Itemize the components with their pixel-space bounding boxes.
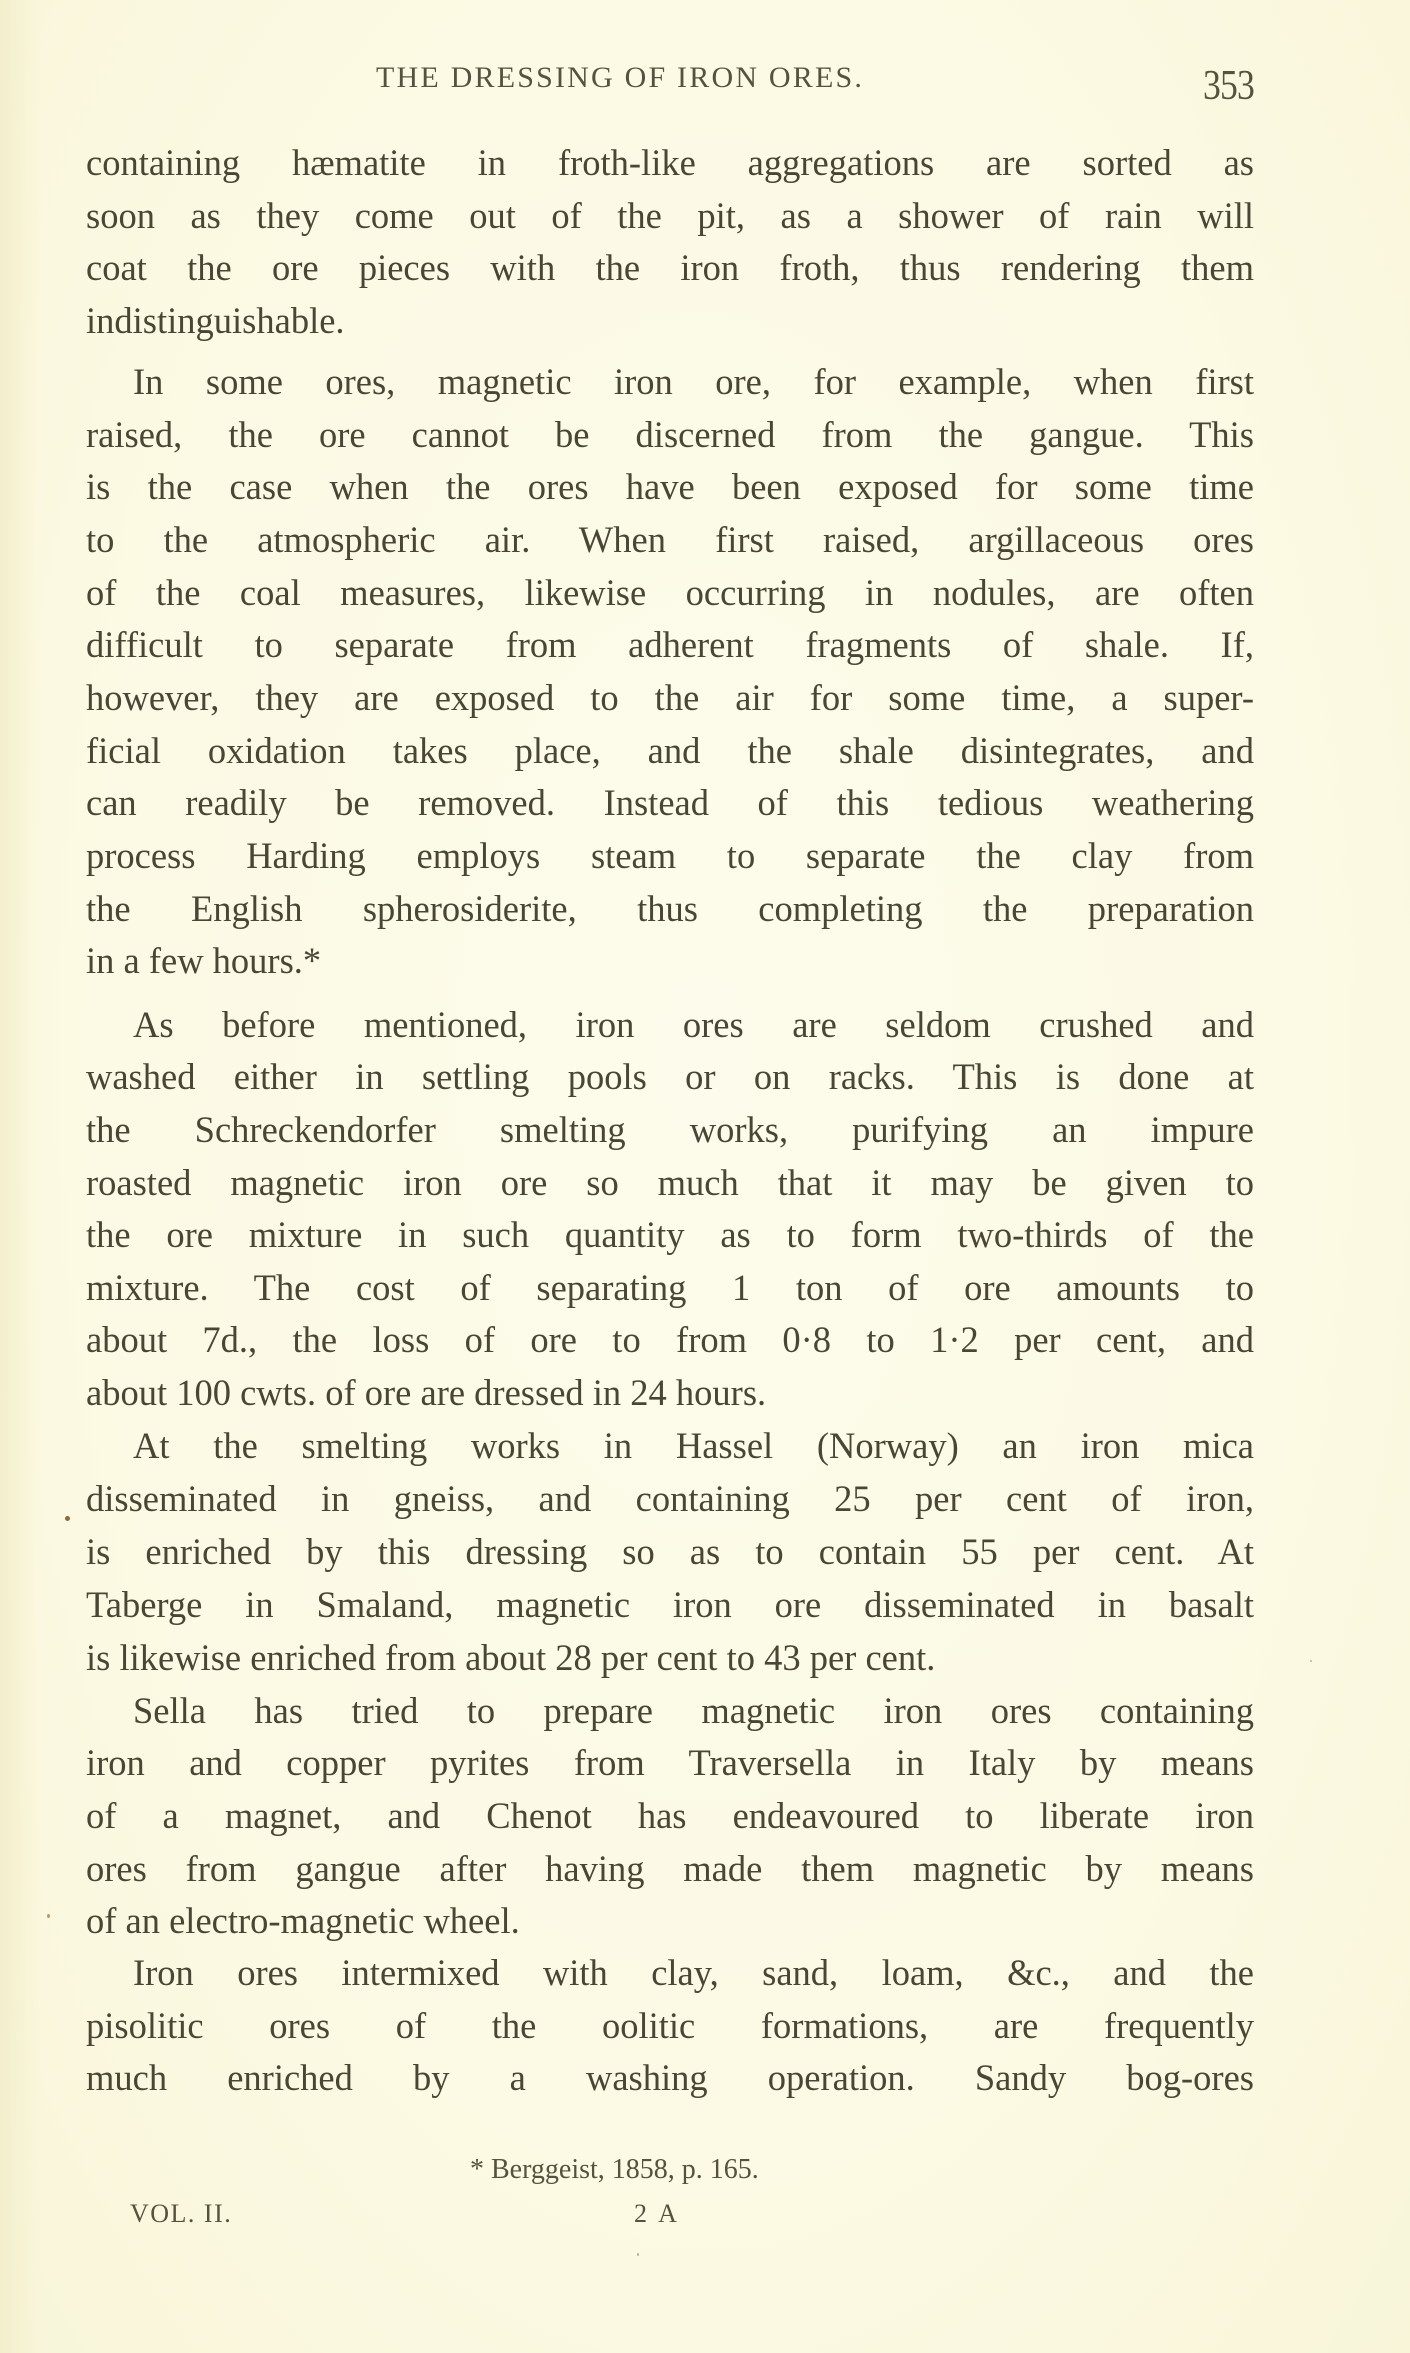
text-line: of a magnet, and Chenot has endeavoured to liberate iron (86, 1795, 1254, 1836)
page-number: 353 (1203, 63, 1254, 109)
text-line: roasted magnetic iron ore so much that it may be given to (86, 1162, 1254, 1203)
running-head-title: THE DRESSING OF IRON ORES. (376, 61, 865, 94)
text-line: In some ores, magnetic iron ore, for example, when first (133, 361, 1254, 402)
text-line: Sella has tried to prepare magnetic iron ores containing (133, 1690, 1254, 1731)
paper-speck (65, 1516, 70, 1521)
text-line: raised, the ore cannot be discerned from the gangue. This (86, 414, 1254, 455)
paper-speck (47, 1914, 50, 1918)
gathering-signature: 2 A (634, 2199, 677, 2228)
volume-signature: VOL. II. (130, 2199, 233, 2228)
text-line: containing hæmatite in froth-like aggregations are sorted as (86, 142, 1254, 183)
page-edge-shadow (0, 0, 40, 2353)
text-line: in a few hours.* (86, 940, 322, 981)
text-line: to the atmospheric air. When first raised, argillaceous ores (86, 519, 1254, 560)
text-line: the Schreckendorfer smelting works, purifying an impure (86, 1109, 1254, 1150)
text-line: process Harding employs steam to separate the clay from (86, 835, 1254, 876)
text-line: Taberge in Smaland, magnetic iron ore disseminated in basalt (86, 1584, 1254, 1625)
text-line: pisolitic ores of the oolitic formations, are frequently (86, 2005, 1254, 2046)
text-line: is the case when the ores have been exposed for some time (86, 466, 1254, 507)
text-line: about 7d., the loss of ore to from 0·8 to 1·2 per cent, and (86, 1319, 1254, 1360)
text-line: can readily be removed. Instead of this tedious weathering (86, 782, 1254, 823)
text-line: washed either in settling pools or on racks. This is done at (86, 1056, 1254, 1097)
text-line: of an electro-magnetic wheel. (86, 1900, 520, 1941)
text-line: the ore mixture in such quantity as to form two-thirds of the (86, 1214, 1254, 1255)
paper-speck (1310, 1660, 1312, 1662)
text-line: iron and copper pyrites from Traversella in Italy by means (86, 1742, 1254, 1783)
footnote: * Berggeist, 1858, p. 165. (470, 2154, 759, 2185)
text-line: about 100 cwts. of ore are dressed in 24 hours. (86, 1372, 767, 1413)
text-line: At the smelting works in Hassel (Norway) an iron mica (133, 1425, 1254, 1466)
text-line: indistinguishable. (86, 300, 345, 341)
text-line: soon as they come out of the pit, as a shower of rain will (86, 195, 1254, 236)
text-line: ficial oxidation takes place, and the shale disintegrates, and (86, 730, 1254, 771)
text-line: difficult to separate from adherent fragments of shale. If, (86, 624, 1254, 665)
paper-speck (637, 2253, 639, 2256)
text-line: is likewise enriched from about 28 per cent to 43 per cent. (86, 1637, 936, 1678)
text-line: coat the ore pieces with the iron froth, thus rendering them (86, 247, 1254, 288)
text-line: the English spherosiderite, thus completing the preparation (86, 888, 1254, 929)
text-line: however, they are exposed to the air for some time, a super- (86, 677, 1254, 718)
text-line: Iron ores intermixed with clay, sand, loam, &c., and the (133, 1952, 1254, 1993)
text-line: disseminated in gneiss, and containing 25 per cent of iron, (86, 1478, 1254, 1519)
text-line: much enriched by a washing operation. Sandy bog-ores (86, 2057, 1254, 2098)
text-line: ores from gangue after having made them magnetic by means (86, 1848, 1254, 1889)
text-line: is enriched by this dressing so as to contain 55 per cent. At (86, 1531, 1254, 1572)
text-line: As before mentioned, iron ores are seldom crushed and (133, 1004, 1254, 1045)
text-line: of the coal measures, likewise occurring in nodules, are often (86, 572, 1254, 613)
text-line: mixture. The cost of separating 1 ton of ore amounts to (86, 1267, 1254, 1308)
